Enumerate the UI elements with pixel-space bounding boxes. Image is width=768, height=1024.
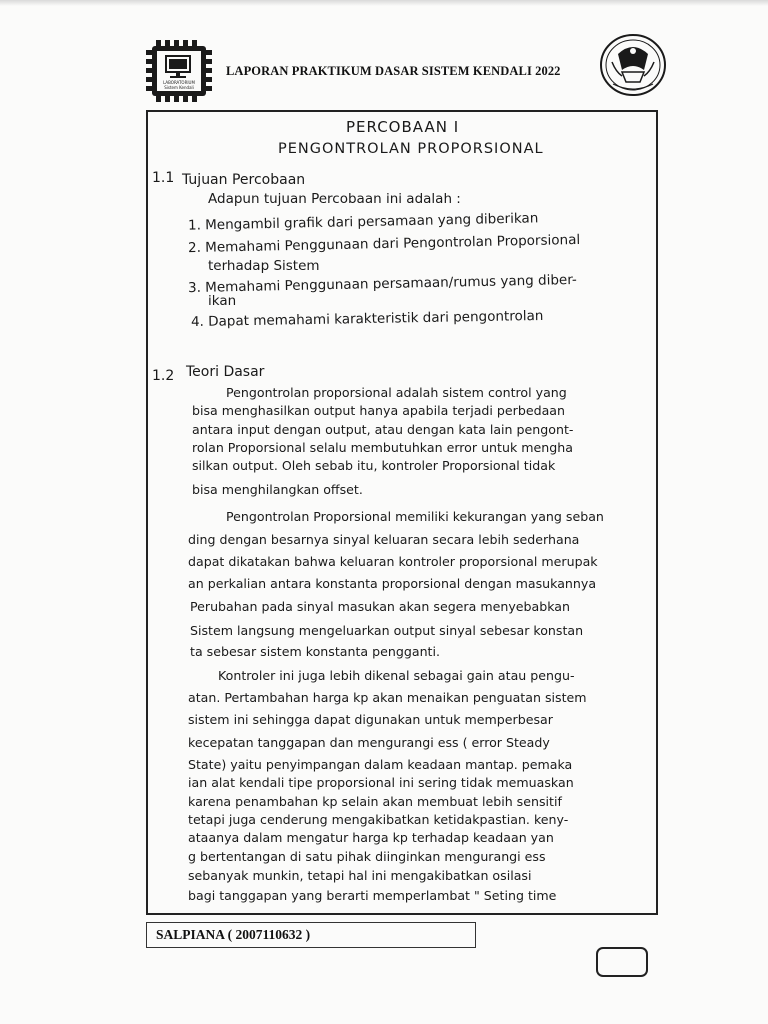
theory-line: g bertentangan di satu pihak diinginkan mengurangi ess: [188, 849, 546, 864]
laboratory-chip-logo: [146, 40, 212, 102]
page-number-box: [596, 947, 648, 977]
objective-item: 4. Dapat memahami karakteristik dari pengontrolan: [190, 307, 544, 331]
theory-line: Pengontrolan proporsional adalah sistem control yang: [226, 385, 567, 400]
experiment-title: PERCOBAAN I: [346, 118, 460, 136]
objective-item: 2. Memahami Penggunaan dari Pengontrolan Proporsional: [187, 231, 581, 257]
theory-line: ding dengan besarnya sinyal keluaran secara lebih sederhana: [188, 532, 580, 547]
theory-line: Kontroler ini juga lebih dikenal sebagai gain atau pengu-: [218, 668, 575, 683]
section-2-heading: Teori Dasar: [186, 364, 265, 380]
university-seal-logo: [598, 32, 668, 98]
theory-line: Perubahan pada sinyal masukan akan segera menyebabkan: [190, 599, 571, 614]
theory-line: ta sebesar sistem konstanta pengganti.: [190, 644, 440, 659]
objective-item: 1. Mengambil grafik dari persamaan yang diberikan: [187, 210, 539, 234]
svg-text:LABORATORIUM: LABORATORIUM: [163, 80, 195, 85]
section-1-intro: Adapun tujuan Percobaan ini adalah :: [208, 191, 461, 207]
section-1-number: 1.1: [152, 170, 175, 186]
scan-edge-shadow: [0, 0, 768, 6]
theory-line: Sistem langsung mengeluarkan output sinyal sebesar konstan: [190, 623, 584, 638]
section-2-number: 1.2: [152, 368, 175, 384]
theory-line: karena penambahan kp selain akan membuat lebih sensitif: [188, 794, 562, 809]
theory-line: an perkalian antara konstanta proporsional dengan masukannya: [188, 576, 597, 591]
theory-line: rolan Proporsional selalu membutuhkan error untuk mengha: [192, 440, 573, 455]
theory-line: sebanyak munkin, tetapi hal ini mengakibatkan osilasi: [188, 868, 532, 883]
theory-line: tetapi juga cenderung mengakibatkan ketidakpastian. keny-: [188, 812, 569, 827]
theory-line: bisa menghilangkan offset.: [192, 482, 363, 497]
report-title: LAPORAN PRAKTIKUM DASAR SISTEM KENDALI 2022: [226, 64, 561, 78]
experiment-subtitle: PENGONTROLAN PROPORSIONAL: [278, 141, 544, 157]
theory-line: silkan output. Oleh sebab itu, kontroler Proporsional tidak: [192, 458, 556, 473]
theory-line: antara input dengan output, atau dengan kata lain pengont-: [192, 422, 574, 437]
section-1-heading: Tujuan Percobaan: [182, 172, 306, 188]
theory-line: State) yaitu penyimpangan dalam keadaan mantap. pemaka: [188, 757, 573, 772]
student-name-box: [146, 922, 476, 948]
objective-item: ikan: [208, 293, 237, 309]
theory-line: dapat dikatakan bahwa keluaran kontroler proporsional merupak: [188, 554, 598, 569]
theory-line: sistem ini sehingga dapat digunakan untuk memperbesar: [188, 712, 553, 727]
student-name-id: SALPIANA ( 2007110632 ): [156, 927, 311, 942]
objective-item: 3. Memahami Penggunaan persamaan/rumus yang diber-: [187, 271, 577, 297]
theory-line: Pengontrolan Proporsional memiliki kekurangan yang seban: [226, 509, 604, 524]
report-content-box: [146, 110, 658, 915]
theory-line: ian alat kendali tipe proporsional ini sering tidak memuaskan: [188, 775, 574, 790]
theory-line: bisa menghasilkan output hanya apabila terjadi perbedaan: [192, 403, 565, 418]
svg-text:Sistem Kendali: Sistem Kendali: [164, 85, 194, 90]
theory-line: bagi tanggapan yang berarti memperlambat " Seting time: [188, 888, 557, 903]
theory-line: atan. Pertambahan harga kp akan menaikan penguatan sistem: [188, 690, 587, 705]
theory-line: kecepatan tanggapan dan mengurangi ess ( error Steady: [188, 735, 550, 750]
report-header: [146, 38, 660, 108]
theory-line: ataanya dalam mengatur harga kp terhadap keadaan yan: [188, 830, 554, 845]
objective-item: terhadap Sistem: [208, 258, 320, 274]
